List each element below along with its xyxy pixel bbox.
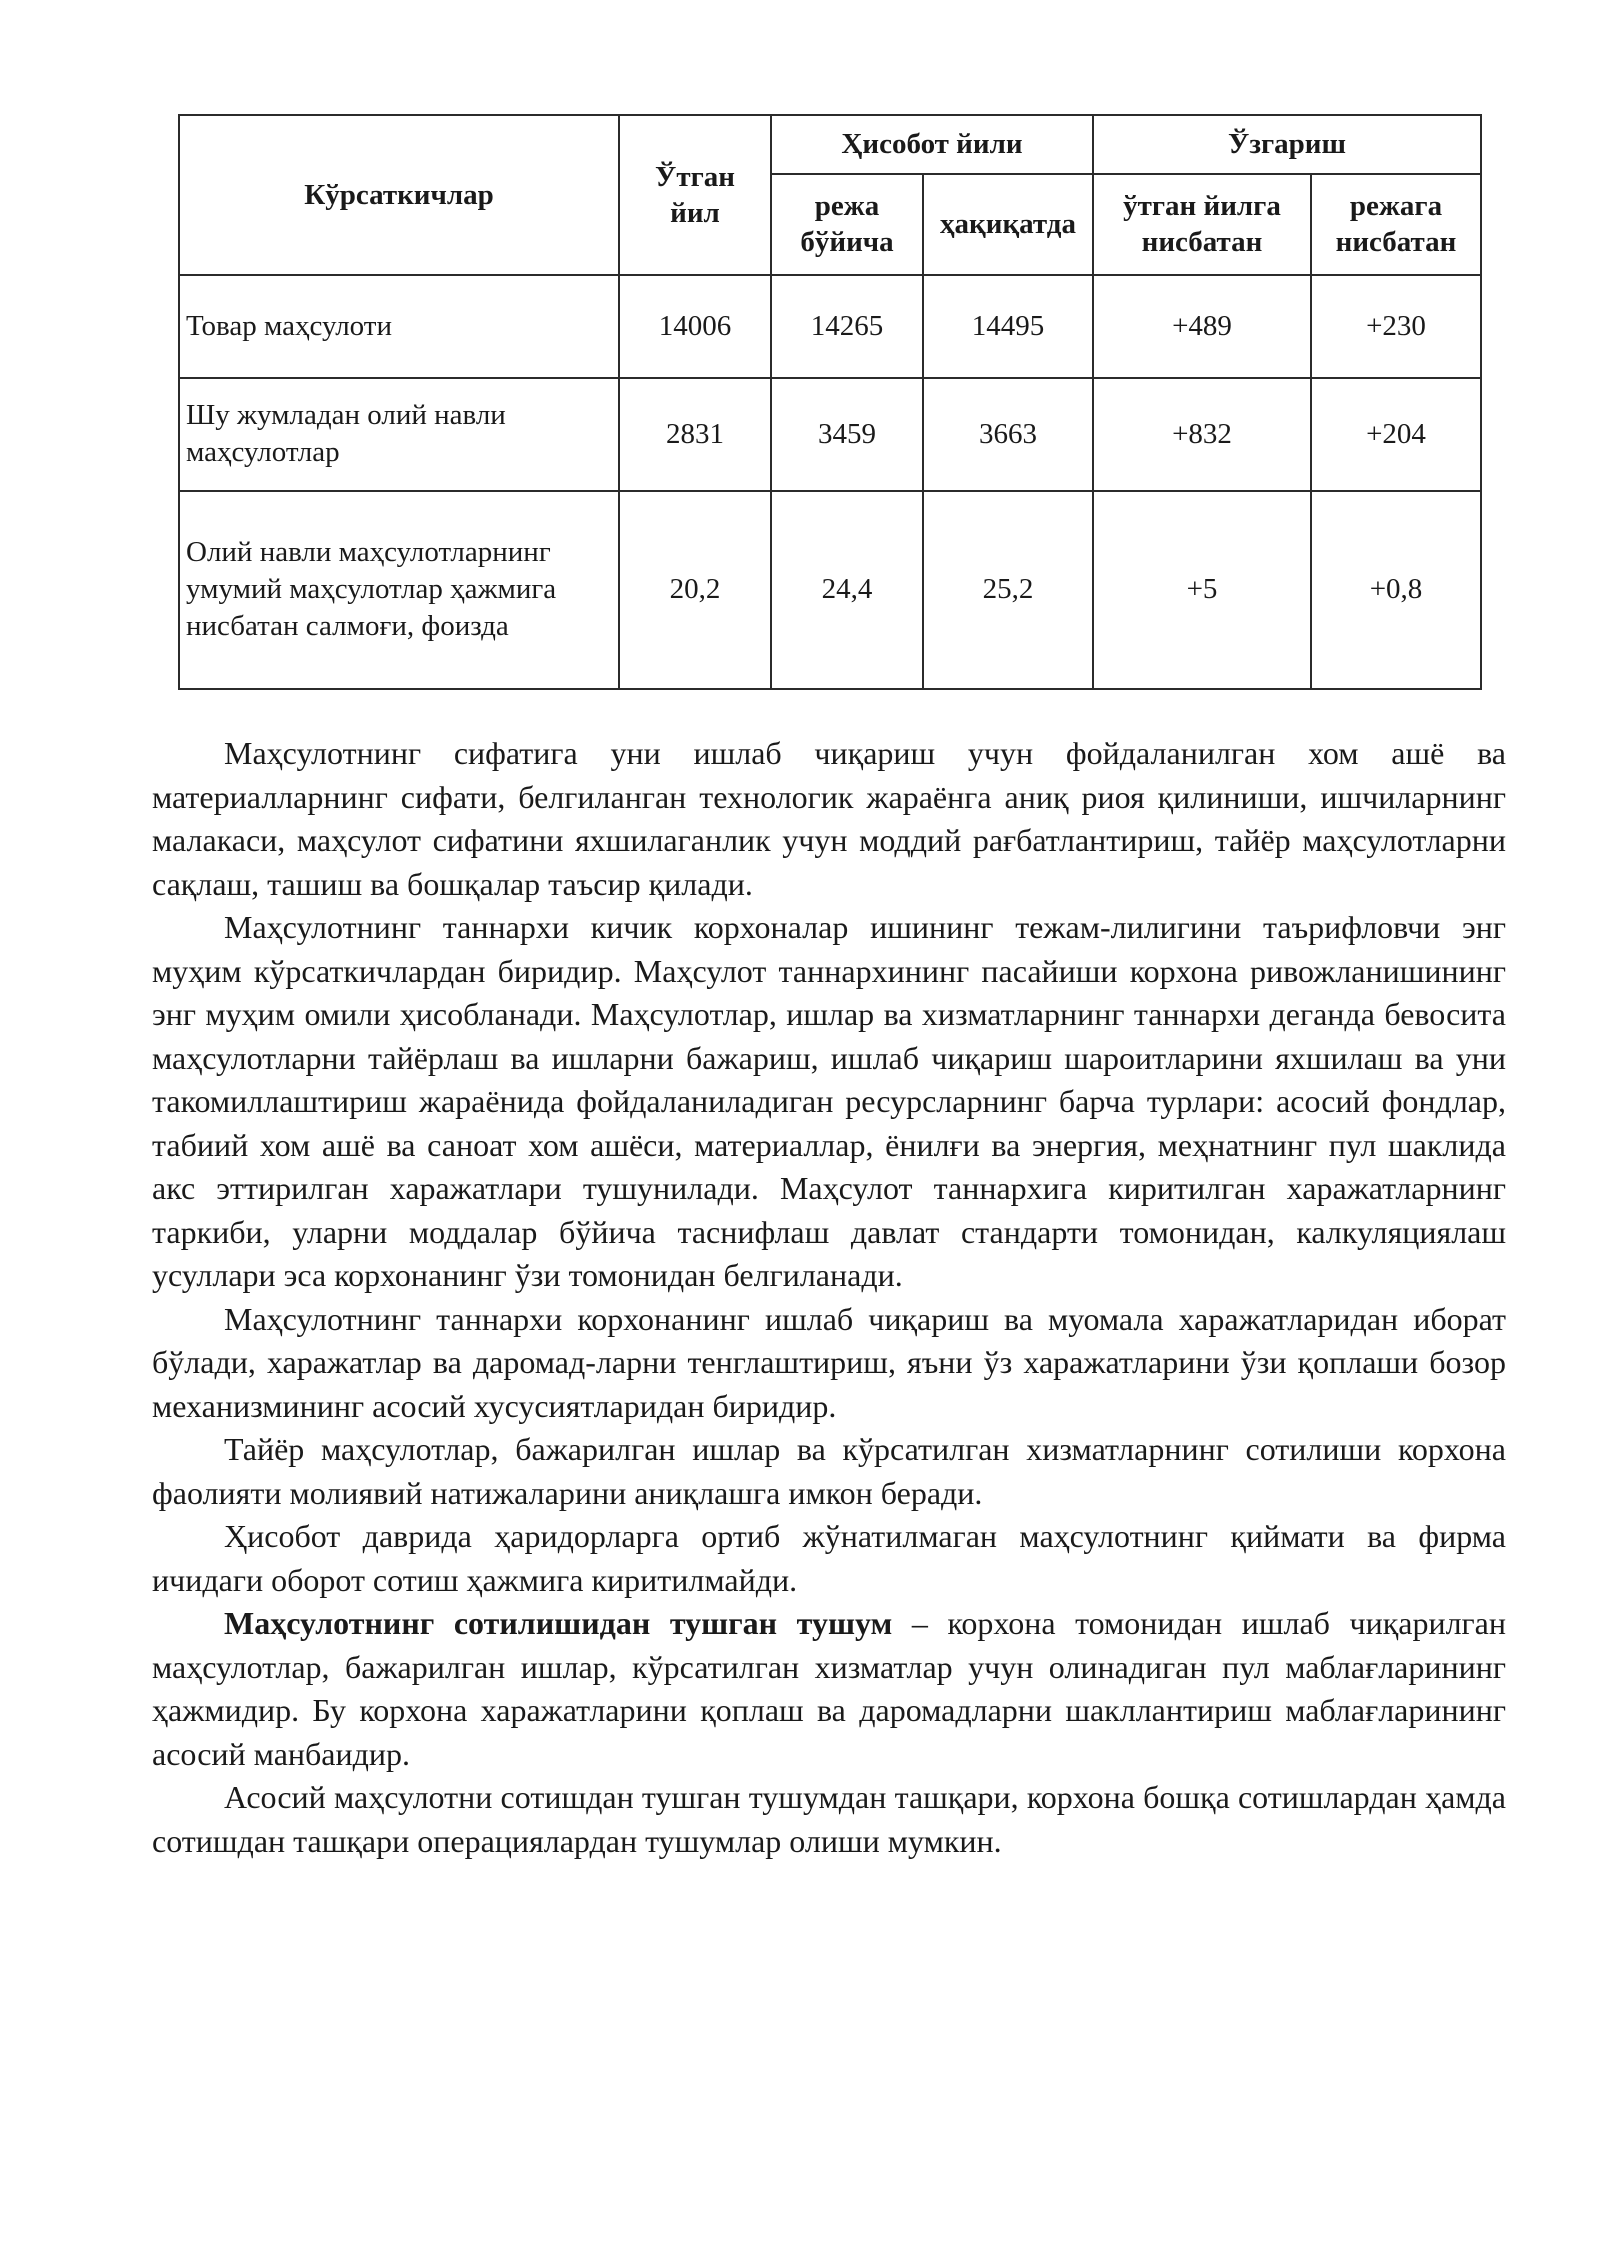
header-vs-last-year: ўтган йилга нисбатан	[1093, 174, 1311, 275]
indicators-table	[178, 114, 1482, 690]
cell-actual: 25,2	[923, 491, 1093, 689]
header-by-plan: режа бўйича	[771, 174, 923, 275]
paragraph: Маҳсулотнинг таннархи корхонанинг ишлаб чиқариш ва муомала харажатларидан иборат бўлади, харажатлар ва даромад-ларни тенглаштириш, яъни ўз харажатларини ўзи қоплаши бозор механизмининг асосий хусусиятларидан биридир.	[152, 1300, 1506, 1424]
definition-text: – корхона томонидан ишлаб чиқарилган маҳсулотлар, бажарилган ишлар, кўрсатилган хизматлар учун олинадиган пул маблағларининг ҳажмидир. Бу корхона харажатларини қоплаш ва даромадларни шакллантириш маблағларининг асосий манбаидир.	[152, 1605, 1507, 1772]
cell-vs-plan: +230	[1311, 275, 1481, 378]
paragraph: Асосий маҳсулотни сотишдан тушган тушумдан ташқари, корхона бошқа сотишлардан ҳамда сотишдан ташқари операциялардан тушумлар олиши мумкин.	[152, 1779, 1506, 1859]
cell-last-year: 2831	[619, 378, 771, 491]
cell-actual: 14495	[923, 275, 1093, 378]
header-vs-plan: режага нисбатан	[1311, 174, 1481, 275]
cell-actual: 3663	[923, 378, 1093, 491]
body-text	[152, 732, 1506, 1863]
cell-vs-last-year: +832	[1093, 378, 1311, 491]
row-label: Олий навли маҳсулотларнинг умумий маҳсулотлар ҳажмига нисбатан салмоғи, фоизда	[179, 491, 619, 689]
cell-plan: 14265	[771, 275, 923, 378]
header-actual: ҳақиқатда	[923, 174, 1093, 275]
definition-paragraph	[152, 1602, 1506, 1776]
cell-vs-last-year: +489	[1093, 275, 1311, 378]
paragraph: Маҳсулотнинг сифатига уни ишлаб чиқариш учун фойдаланилган хом ашё ва материалларнинг сифати, белгиланган технологик жараёнга аниқ риоя қилиниши, ишчиларнинг малакаси, маҳсулот сифатини яхшилаганлик учун моддий рағбатлантириш, тайёр маҳсулотларни сақлаш, ташиш ва бошқалар таъсир қилади.	[152, 735, 1506, 902]
cell-plan: 3459	[771, 378, 923, 491]
row-label: Товар маҳсулоти	[179, 275, 619, 378]
header-last-year: Ўтган йил	[619, 115, 771, 275]
cell-vs-plan: +204	[1311, 378, 1481, 491]
paragraph: Ҳисобот даврида ҳаридорларга ортиб жўнатилмаган маҳсулотнинг қиймати ва фирма ичидаги оборот сотиш ҳажмига киритилмайди.	[152, 1518, 1506, 1598]
header-change: Ўзгариш	[1093, 115, 1481, 174]
table-header-row	[179, 115, 1481, 174]
table-row	[179, 275, 1481, 378]
paragraph: Тайёр маҳсулотлар, бажарилган ишлар ва кўрсатилган хизматларнинг сотилиши корхона фаолияти молиявий натижаларини аниқлашга имкон беради.	[152, 1431, 1506, 1511]
paragraph: Маҳсулотнинг таннархи кичик корхоналар ишининг тежам-лилигини таърифловчи энг муҳим кўрсаткичлардан биридир. Маҳсулот таннархининг пасайиши корхона ривожланишининг энг муҳим омили ҳисобланади. Маҳсулотлар, ишлар ва хизматларнинг таннархи деганда бевосита маҳсулотларни тайёрлаш ва ишларни бажариш, ишлаб чиқариш шароитларини яхшилаш ва уни такомиллаштириш жараёнида фойдаланиладиган ресурсларнинг барча турлари: асосий фондлар, табиий хом ашё ва саноат хом ашёси, материаллар, ёнилғи ва энергия, меҳнатнинг пул шаклида акс эттирилган харажатлари тушунилади. Маҳсулот таннархига киритилган харажатларнинг таркиби, уларни моддалар бўйича таснифлаш давлат стандарти томонидан, калкуляциялаш усуллари эса корхонанинг ўзи томонидан белгиланади.	[152, 909, 1506, 1293]
table-row	[179, 378, 1481, 491]
table-row	[179, 491, 1481, 689]
header-indicators: Кўрсаткичлар	[179, 115, 619, 275]
cell-vs-plan: +0,8	[1311, 491, 1481, 689]
cell-plan: 24,4	[771, 491, 923, 689]
defined-term: Маҳсулотнинг сотилишидан тушган тушум	[224, 1605, 893, 1641]
cell-last-year: 14006	[619, 275, 771, 378]
cell-vs-last-year: +5	[1093, 491, 1311, 689]
row-label: Шу жумладан олий навли маҳсулотлар	[179, 378, 619, 491]
header-report-year: Ҳисобот йили	[771, 115, 1093, 174]
cell-last-year: 20,2	[619, 491, 771, 689]
